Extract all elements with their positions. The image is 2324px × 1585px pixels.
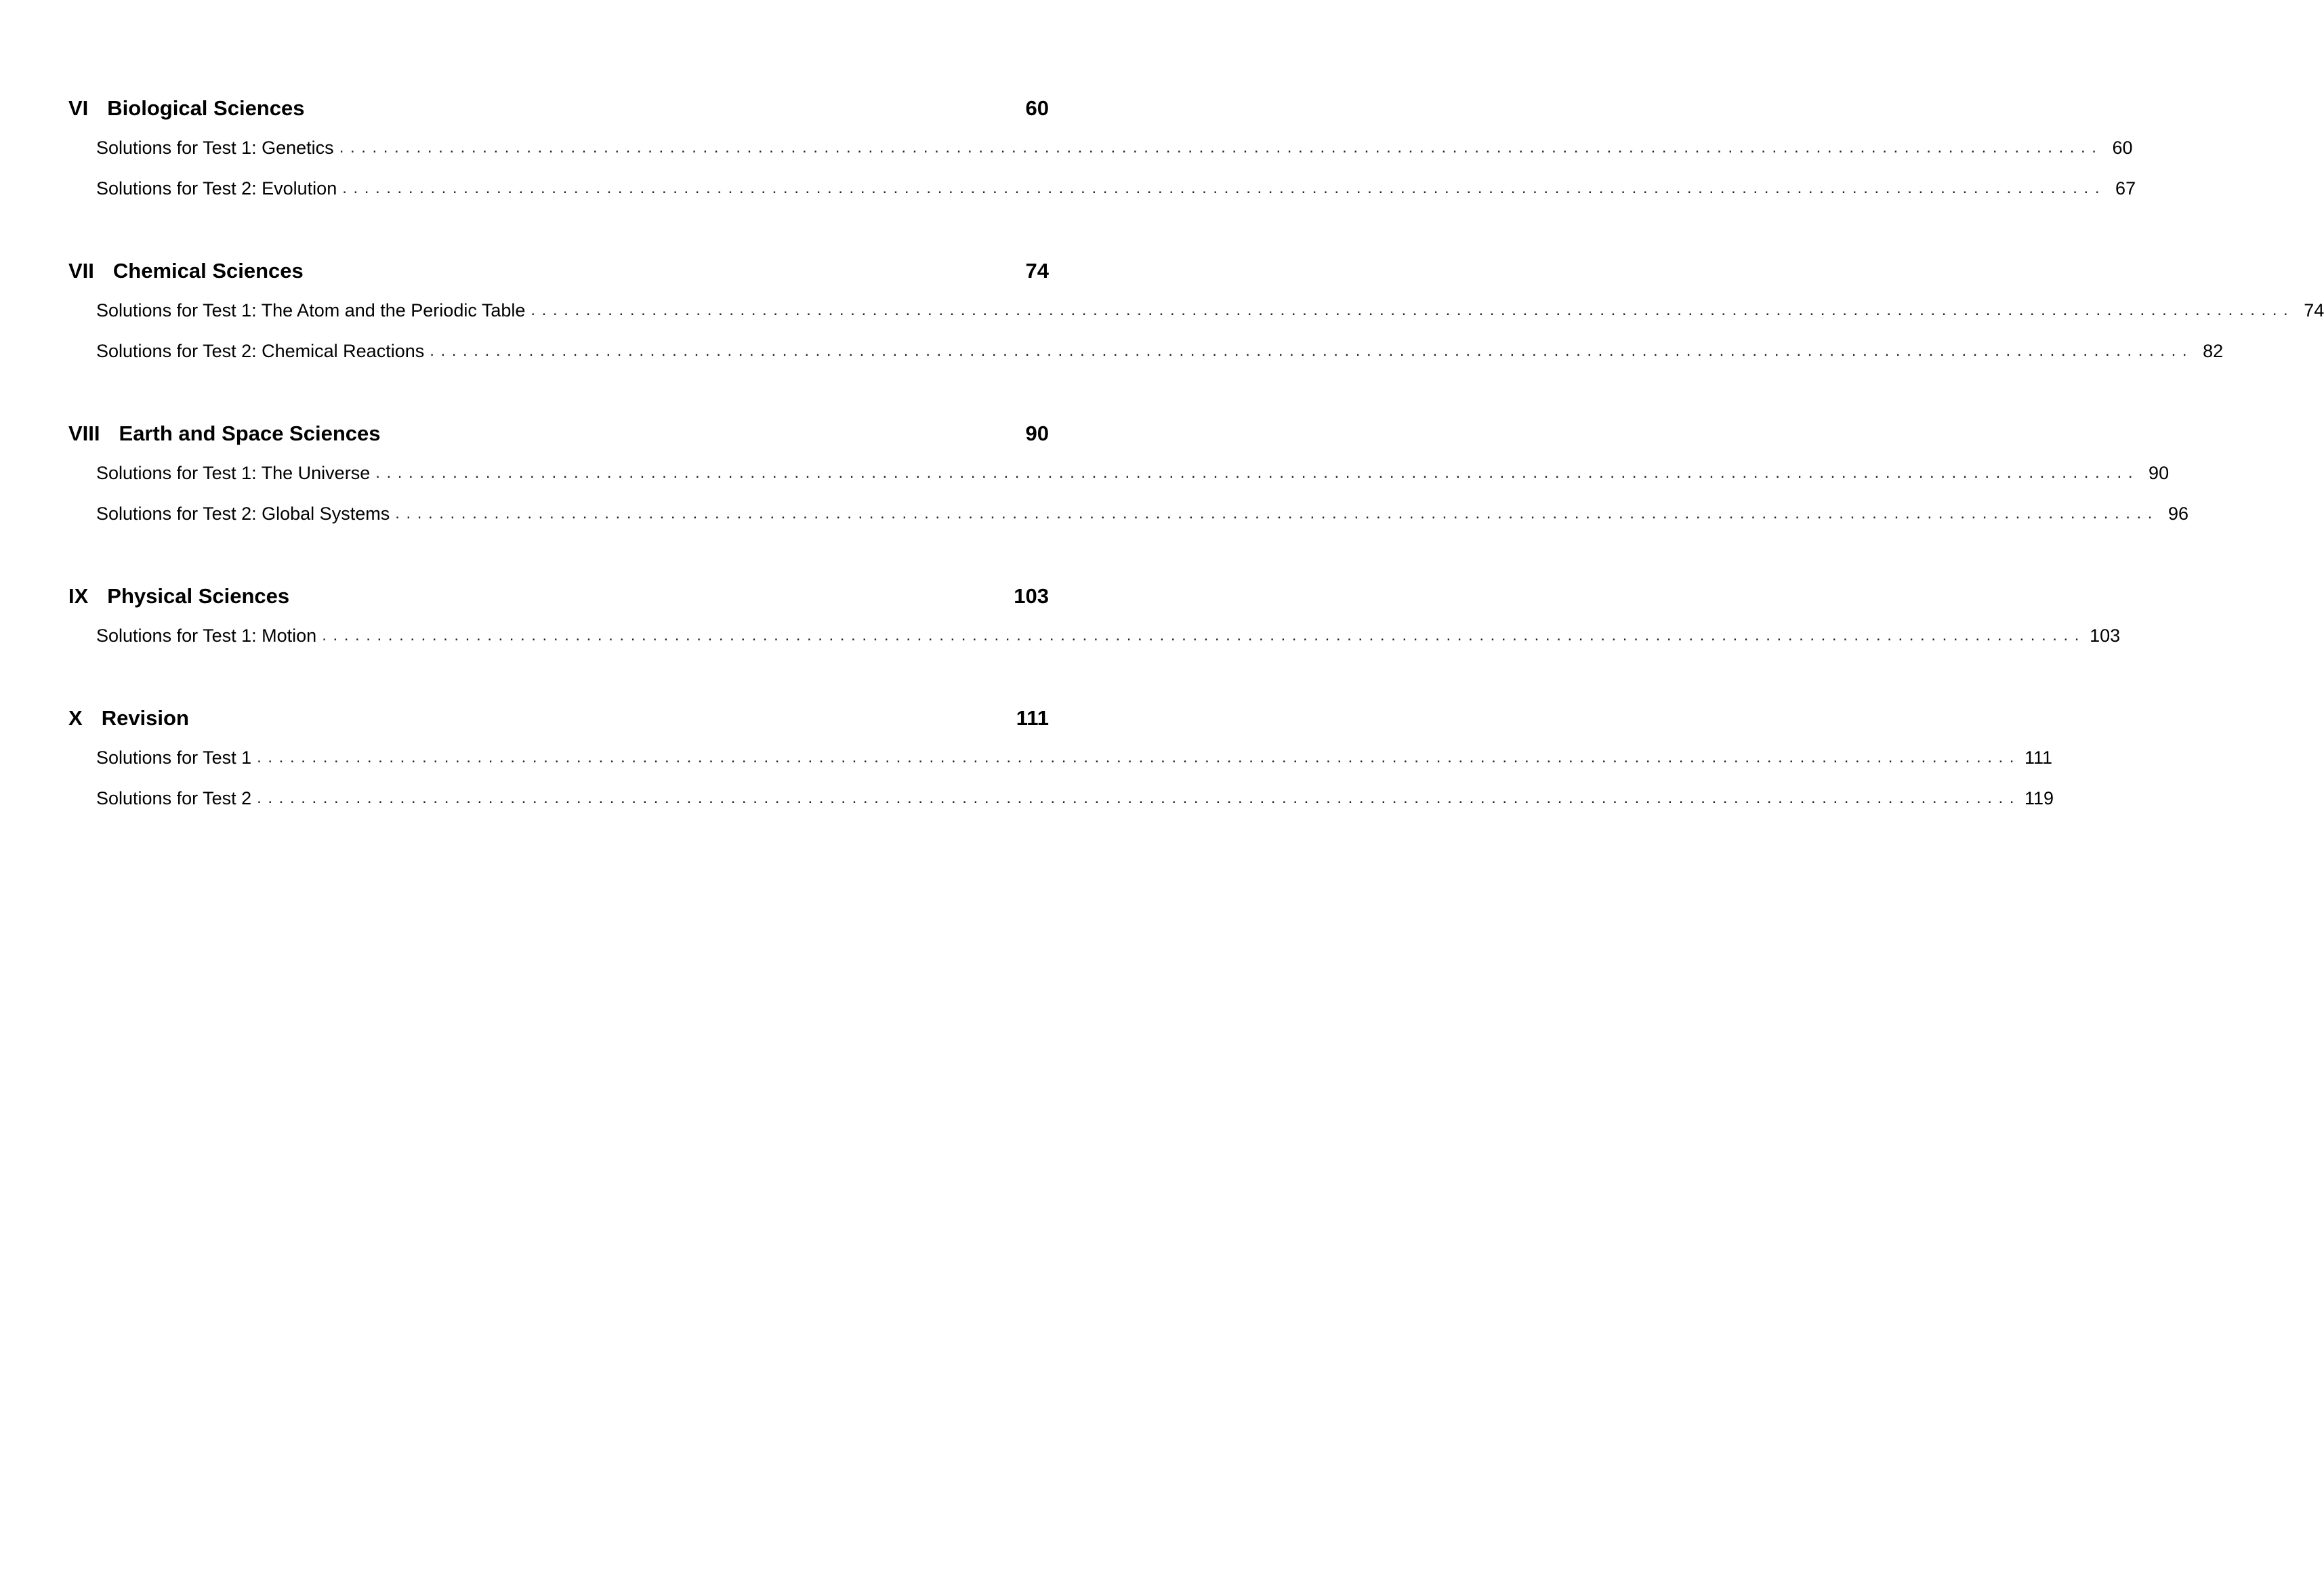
part-heading[interactable]: [68, 581, 1049, 611]
entry-title: Solutions for Test 1: The Universe: [96, 459, 375, 487]
part-number: VIII: [68, 421, 100, 445]
part-title: Physical Sciences: [107, 584, 290, 608]
dot-leader: ................................................................................................................................................................: [531, 301, 2295, 319]
toc-entry[interactable]: [96, 337, 2224, 365]
entry-title: Solutions for Test 2: [96, 785, 257, 812]
part-page-number: 90: [1025, 421, 1049, 445]
dot-leader: ................................................................................................................................................................: [342, 179, 2107, 197]
entry-page-number: 82: [2203, 341, 2224, 361]
part-number: X: [68, 706, 83, 730]
entry-title: Solutions for Test 1: Genetics: [96, 134, 339, 161]
dot-leader: ................................................................................................................................................................: [257, 748, 2021, 766]
dot-leader: ................................................................................................................................................................: [322, 626, 2086, 644]
entry-page-number: 103: [2090, 625, 2121, 646]
toc-part-x: [68, 703, 2054, 812]
entry-page-number: 60: [2112, 138, 2133, 158]
part-number: VII: [68, 259, 94, 283]
part-page-number: 111: [1016, 706, 1049, 730]
entry-title: Solutions for Test 1: The Atom and the Periodic Table: [96, 297, 531, 324]
toc-entry[interactable]: [96, 297, 2324, 324]
entry-title: Solutions for Test 2: Chemical Reactions: [96, 337, 430, 365]
part-page-number: 103: [1014, 584, 1049, 608]
entry-title: Solutions for Test 1: [96, 744, 257, 771]
entry-title: Solutions for Test 2: Evolution: [96, 175, 342, 202]
part-heading[interactable]: [68, 703, 1049, 733]
toc-part-viii: [68, 419, 2189, 527]
entry-page-number: 111: [2025, 747, 2053, 768]
dot-leader: ................................................................................................................................................................: [257, 789, 2021, 807]
part-title: Revision: [101, 706, 189, 730]
toc-entry[interactable]: [96, 459, 2170, 487]
dot-leader: ................................................................................................................................................................: [339, 138, 2103, 157]
part-title: Biological Sciences: [107, 96, 305, 120]
part-heading[interactable]: [68, 94, 1049, 123]
part-title: Earth and Space Sciences: [119, 421, 381, 445]
part-page-number: 74: [1025, 259, 1049, 283]
toc-part-ix: [68, 581, 2121, 649]
dot-leader: ................................................................................................................................................................: [395, 504, 2159, 522]
part-number: VI: [68, 96, 89, 120]
dot-leader: ................................................................................................................................................................: [430, 342, 2194, 360]
toc-part-vi: [68, 94, 2136, 202]
toc-entry[interactable]: [96, 134, 2133, 161]
entry-page-number: 119: [2025, 788, 2054, 808]
part-heading[interactable]: [68, 256, 1049, 286]
entry-title: Solutions for Test 1: Motion: [96, 622, 322, 649]
dot-leader: ................................................................................................................................................................: [375, 464, 2140, 482]
toc-entry[interactable]: [96, 744, 2053, 771]
toc-entry[interactable]: [96, 622, 2121, 649]
entry-page-number: 90: [2149, 463, 2170, 483]
part-number: IX: [68, 584, 89, 608]
toc-part-vii: [68, 256, 2324, 365]
toc-entry[interactable]: [96, 500, 2189, 527]
part-title: Chemical Sciences: [112, 259, 304, 283]
entry-page-number: 74: [2304, 300, 2324, 321]
entry-page-number: 67: [2115, 178, 2136, 199]
toc-entry[interactable]: [96, 175, 2136, 202]
toc-entry[interactable]: [96, 785, 2054, 812]
entry-title: Solutions for Test 2: Global Systems: [96, 500, 395, 527]
entry-page-number: 96: [2168, 503, 2189, 524]
part-page-number: 60: [1025, 96, 1049, 120]
part-heading[interactable]: [68, 419, 1049, 449]
